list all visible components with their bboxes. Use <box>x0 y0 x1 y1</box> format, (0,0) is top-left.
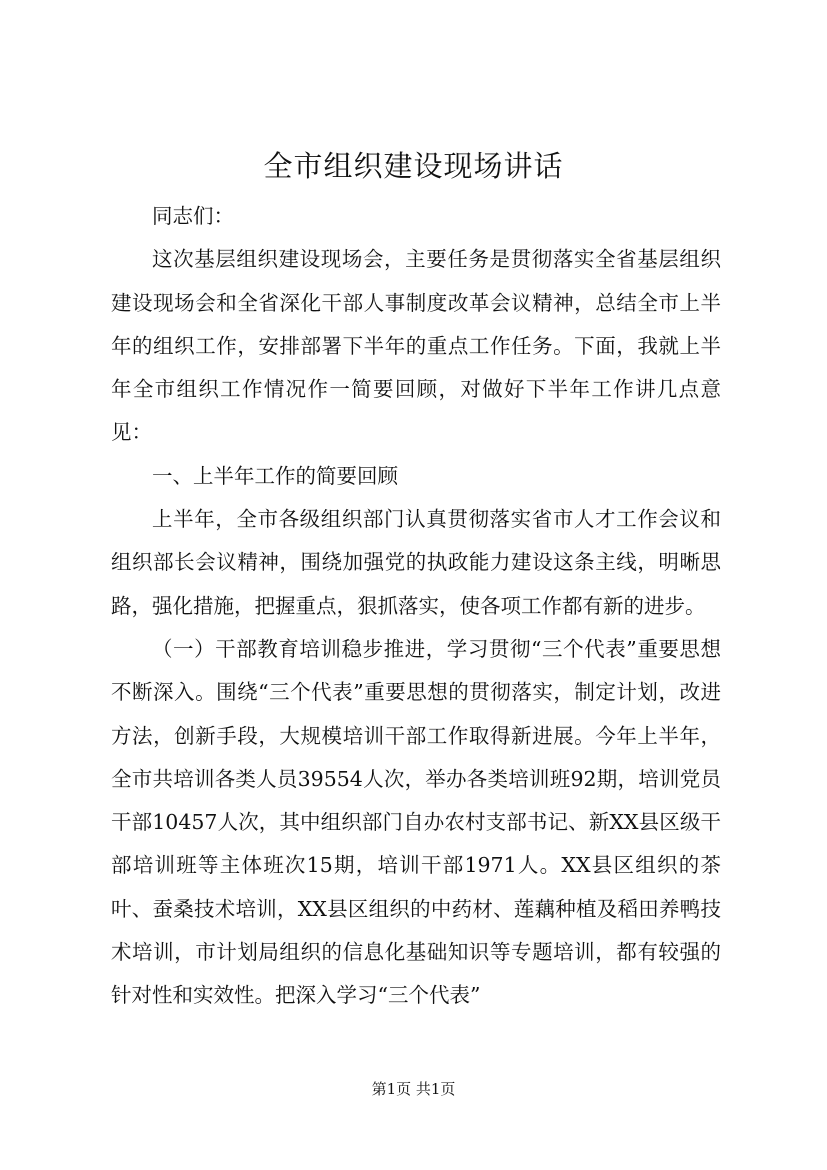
document-title: 全市组织建设现场讲话 <box>263 149 564 183</box>
intro-paragraph: 这次基层组织建设现场会，主要任务是贯彻落实全省基层组织建设现场会和全省深化干部人事制度改革会议精神，总结全市上半年的组织工作，安排部署下半年的重点工作任务。下面，我就上半年全市组织工作情况作一简要回顾，对做好下半年工作讲几点意见： <box>111 247 721 445</box>
document-body <box>111 195 721 1018</box>
page-footer: 第1页 共1页 <box>371 1080 456 1098</box>
review-paragraph: 上半年，全市各级组织部门认真贯彻落实省市人才工作会议和组织部长会议精神，围绕加强党的执政能力建设这条主线，明晰思路，强化措施，把握重点，狠抓落实，使各项工作都有新的进步。 <box>111 507 721 618</box>
salutation-paragraph: 同志们： <box>152 204 234 228</box>
training-paragraph: （一）干部教育培训稳步推进，学习贯彻“三个代表”重要思想不断深入。围绕“三个代表”重要思想的贯彻落实，制定计划，改进方法，创新手段，大规模培训干部工作取得新进展。今年上半年，全市共培训各类人员39554人次，举办各类培训班92期，培训党员干部10457人次，其中组织部门自办农村支部书记、新XX县区级干部培训班等主体班次15期，培训干部1971人。XX县区组织的茶叶、蚕桑技术培训，XX县区组织的中药材、莲藕种植及稻田养鸭技术培训，市计划局组织的信息化基础知识等专题培训，都有较强的针对性和实效性。把深入学习“三个代表” <box>111 636 721 1008</box>
section-heading: 一、上半年工作的简要回顾 <box>152 463 398 488</box>
